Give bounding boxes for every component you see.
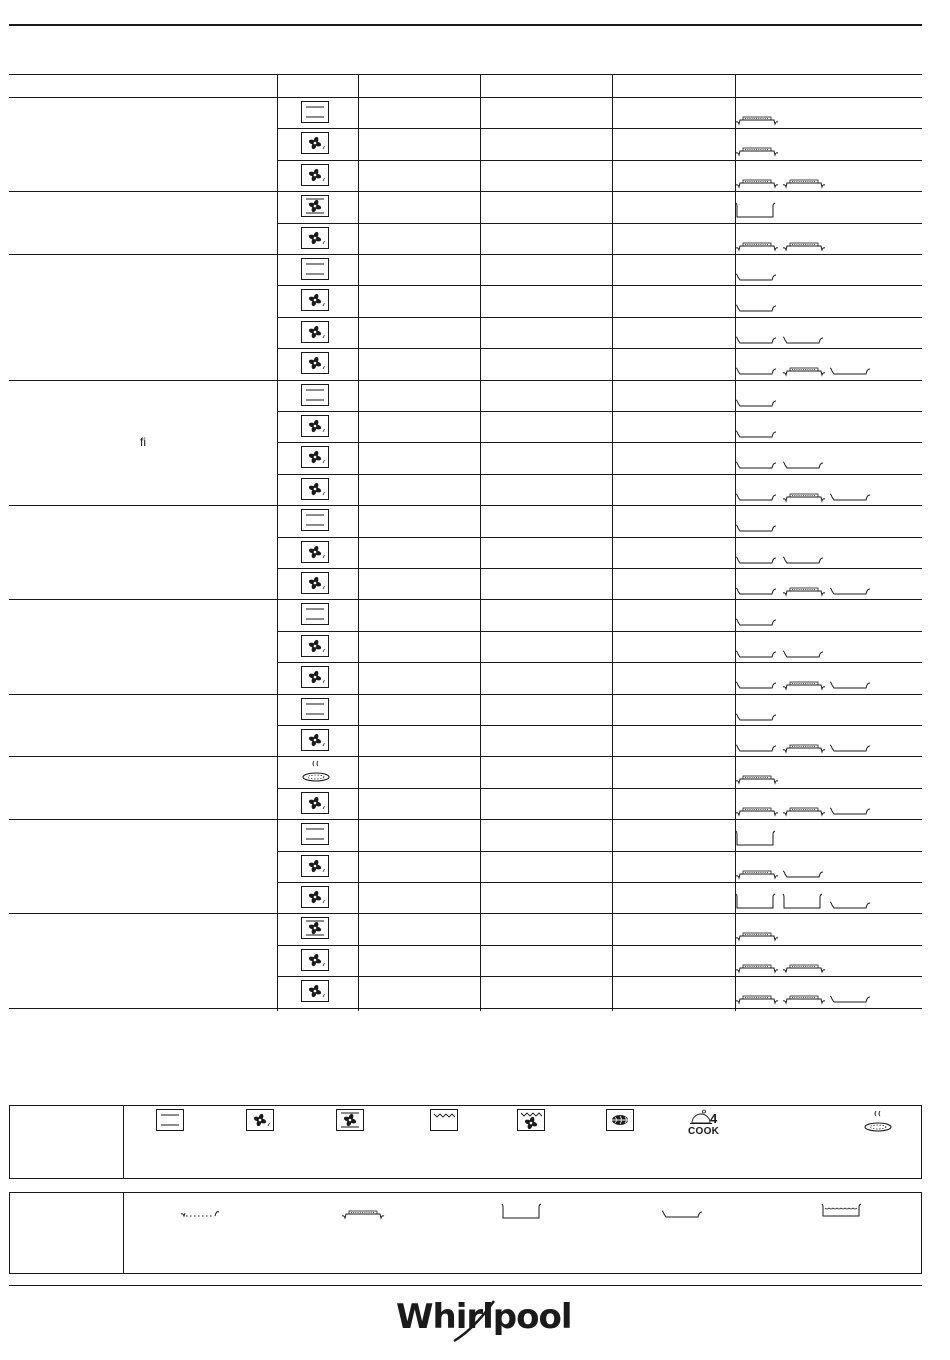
- row-divider: [277, 882, 922, 883]
- accessory-cell: [735, 547, 826, 567]
- baking-tray-icon: [735, 582, 779, 598]
- oven-rack-icon: [735, 990, 779, 1006]
- oven-rack-icon: [735, 237, 779, 253]
- cook4-number: 4: [710, 1111, 718, 1126]
- fan-forced-icon: [301, 666, 329, 688]
- rotisserie-icon: [606, 1109, 634, 1131]
- baking-tray-icon: [735, 551, 779, 567]
- oven-rack-icon: [782, 990, 826, 1006]
- baking-tray-icon: [782, 331, 826, 347]
- accessory-cell: [735, 452, 826, 472]
- accessory-cell: [735, 609, 779, 629]
- function-cell: [301, 289, 332, 313]
- baking-tray-icon: [735, 645, 779, 661]
- legend-function-item: [688, 1109, 722, 1139]
- row-divider: [277, 160, 922, 161]
- baking-tray-icon: [735, 331, 779, 347]
- legend-function-item: [606, 1109, 634, 1131]
- accessory-cell: [735, 955, 826, 975]
- group-label: [9, 756, 277, 819]
- group-label: [9, 254, 277, 380]
- legend-accessory-item: [501, 1202, 545, 1222]
- fan-forced-icon: [301, 572, 329, 594]
- baking-tray-icon: [735, 299, 779, 315]
- accessory-cell: [735, 358, 873, 378]
- turbo-grill-icon: [517, 1109, 545, 1131]
- oven-rack-icon: [735, 111, 779, 127]
- conventional-oven-icon: [301, 101, 329, 123]
- accessory-cell: [735, 515, 779, 535]
- fan-forced-icon: [301, 886, 329, 908]
- fan-forced-icon: [301, 132, 329, 154]
- group-label: [9, 694, 277, 757]
- deep-tray-icon: [735, 829, 779, 849]
- accessory-cell: [735, 421, 779, 441]
- function-cell: [301, 478, 332, 502]
- drip-tray-icon: [821, 1202, 865, 1220]
- legend-accessory-item: [180, 1205, 224, 1221]
- accessory-cell: [735, 327, 826, 347]
- accessory-cell: [735, 986, 873, 1006]
- accessory-cell: [735, 672, 873, 692]
- fan-forced-icon: [301, 446, 329, 468]
- row-divider: [277, 348, 922, 349]
- legend-accessory-item: [821, 1202, 865, 1220]
- baking-tray-icon: [735, 362, 779, 378]
- function-cell: [301, 509, 332, 533]
- accessory-cell: [735, 138, 779, 158]
- whirlpool-logo: [396, 1297, 572, 1347]
- conventional-oven-icon: [301, 258, 329, 280]
- oven-rack-icon: [782, 739, 826, 755]
- row-divider: [277, 442, 922, 443]
- group-label: [9, 97, 277, 191]
- row-divider: [277, 851, 922, 852]
- brand-name: Whirlpool: [396, 1297, 572, 1337]
- oven-rack-icon: [735, 959, 779, 975]
- group-label: fi: [140, 435, 146, 450]
- deep-tray-icon: [782, 892, 826, 912]
- column-divider: [358, 74, 359, 1011]
- fan-forced-icon: [301, 478, 329, 500]
- function-cell: [301, 227, 332, 251]
- function-cell: [301, 415, 332, 439]
- baking-tray-icon: [735, 676, 779, 692]
- accessory-cell: [735, 107, 779, 127]
- legend-function-item: [156, 1109, 184, 1131]
- cook4-icon: [688, 1109, 722, 1139]
- column-divider: [612, 74, 613, 1011]
- conventional-oven-icon: [156, 1109, 184, 1131]
- conventional-oven-icon: [301, 823, 329, 845]
- pizza-icon: [863, 1110, 893, 1136]
- accessory-cell: [735, 641, 826, 661]
- baking-tray-icon: [735, 268, 779, 284]
- deep-tray-icon: [501, 1202, 545, 1222]
- top-rule: [9, 24, 922, 26]
- baking-tray-icon: [735, 613, 779, 629]
- function-cell: [301, 949, 332, 973]
- legend-divider: [123, 1193, 124, 1273]
- accessory-cell: [735, 170, 826, 190]
- row-divider: [277, 223, 922, 224]
- conventional-oven-icon: [301, 509, 329, 531]
- baking-tray-icon: [829, 990, 873, 1006]
- accessory-cell: [735, 704, 779, 724]
- accessory-cell: [735, 295, 779, 315]
- oven-rack-icon: [782, 676, 826, 692]
- baking-tray-icon: [735, 488, 779, 504]
- function-cell: [301, 321, 332, 345]
- row-divider: [277, 725, 922, 726]
- function-cell: [301, 886, 332, 910]
- group-label: [9, 191, 277, 254]
- function-cell: [301, 635, 332, 659]
- baking-tray-icon: [782, 645, 826, 661]
- bottom-rule: [9, 1285, 922, 1286]
- row-divider: [277, 317, 922, 318]
- function-cell: [301, 101, 332, 125]
- deep-tray-icon: [735, 892, 779, 912]
- convection-icon: [336, 1109, 364, 1131]
- row-divider: [277, 945, 922, 946]
- accessory-cell: [735, 578, 873, 598]
- function-cell: [301, 760, 332, 784]
- cook4-word: COOK: [688, 1126, 720, 1137]
- function-cell: [301, 352, 332, 376]
- fan-forced-icon: [301, 227, 329, 249]
- functions-legend: [9, 1105, 922, 1179]
- fan-forced-icon: [301, 352, 329, 374]
- legend-function-item: [336, 1109, 364, 1131]
- deep-tray-icon: [735, 201, 779, 221]
- oven-rack-icon: [782, 174, 826, 190]
- baking-tray-icon: [735, 394, 779, 410]
- accessory-cell: [735, 923, 779, 943]
- accessory-cell: [735, 264, 779, 284]
- legend-function-item: [246, 1109, 274, 1131]
- function-cell: [301, 132, 332, 156]
- fan-forced-icon: [301, 164, 329, 186]
- recipe-table: [9, 74, 922, 1011]
- group-label: [9, 819, 277, 913]
- function-cell: [301, 541, 332, 565]
- accessory-cell: [735, 201, 779, 221]
- oven-rack-icon: [782, 582, 826, 598]
- conventional-oven-icon: [301, 603, 329, 625]
- column-divider: [277, 74, 278, 1011]
- function-cell: [301, 446, 332, 470]
- oven-rack-icon: [735, 927, 779, 943]
- fan-forced-icon: [301, 289, 329, 311]
- fan-forced-icon: [301, 729, 329, 751]
- legend-function-item: [517, 1109, 545, 1131]
- function-cell: [301, 823, 332, 847]
- baking-tray-icon: [829, 582, 873, 598]
- accessory-cell: [735, 829, 779, 849]
- row-divider: [277, 128, 922, 129]
- group-label: [9, 913, 277, 1007]
- oven-rack-icon: [735, 865, 779, 881]
- fan-forced-icon: [301, 980, 329, 1002]
- conventional-oven-icon: [301, 384, 329, 406]
- fan-forced-icon: [301, 792, 329, 814]
- oven-rack-icon: [782, 488, 826, 504]
- accessory-cell: [735, 484, 873, 504]
- group-label: [9, 599, 277, 693]
- oven-rack-icon: [341, 1205, 385, 1221]
- fan-forced-icon: [301, 635, 329, 657]
- grill-icon: [430, 1109, 458, 1131]
- oven-rack-icon: [782, 802, 826, 818]
- baking-tray-icon: [829, 896, 873, 912]
- accessory-cell: [735, 861, 826, 881]
- function-cell: [301, 164, 332, 188]
- accessory-cell: [735, 233, 826, 253]
- function-cell: [301, 572, 332, 596]
- fan-forced-icon: [301, 321, 329, 343]
- function-cell: [301, 855, 332, 879]
- group-divider: [9, 1008, 922, 1009]
- baking-tray-icon: [782, 456, 826, 472]
- row-divider: [277, 474, 922, 475]
- baking-tray-icon: [829, 488, 873, 504]
- baking-tray-icon: [661, 1205, 705, 1221]
- pizza-icon: [301, 760, 331, 786]
- row-divider: [277, 568, 922, 569]
- legend-function-item: [863, 1110, 893, 1136]
- function-cell: [301, 917, 332, 941]
- fan-forced-icon: [301, 855, 329, 877]
- row-divider: [277, 411, 922, 412]
- baking-tray-icon: [829, 676, 873, 692]
- baking-tray-icon: [782, 865, 826, 881]
- oven-rack-icon: [782, 237, 826, 253]
- legend-function-item: [430, 1109, 458, 1131]
- row-divider: [277, 285, 922, 286]
- legend-accessory-item: [341, 1205, 385, 1221]
- baking-tray-icon: [782, 551, 826, 567]
- legend-accessory-item: [661, 1205, 705, 1221]
- accessory-cell: [735, 798, 873, 818]
- conventional-oven-icon: [301, 698, 329, 720]
- accessory-cell: [735, 766, 779, 786]
- function-cell: [301, 980, 332, 1004]
- function-cell: [301, 698, 332, 722]
- fan-forced-icon: [301, 949, 329, 971]
- row-divider: [277, 537, 922, 538]
- baking-tray-icon: [735, 708, 779, 724]
- row-divider: [277, 788, 922, 789]
- column-divider: [480, 74, 481, 1011]
- fan-forced-icon: [301, 541, 329, 563]
- oven-rack-icon: [735, 770, 779, 786]
- oven-rack-icon: [735, 174, 779, 190]
- function-cell: [301, 792, 332, 816]
- function-cell: [301, 258, 332, 282]
- oven-rack-icon: [782, 959, 826, 975]
- convection-icon: [301, 917, 329, 939]
- accessory-cell: [735, 390, 779, 410]
- fan-forced-icon: [246, 1109, 274, 1131]
- group-label: [9, 505, 277, 599]
- wire-shelf-icon: [180, 1205, 224, 1221]
- baking-tray-icon: [829, 802, 873, 818]
- accessory-cell: [735, 892, 873, 912]
- function-cell: [301, 384, 332, 408]
- baking-tray-icon: [829, 362, 873, 378]
- oven-rack-icon: [782, 362, 826, 378]
- baking-tray-icon: [829, 739, 873, 755]
- row-divider: [277, 631, 922, 632]
- baking-tray-icon: [735, 519, 779, 535]
- oven-rack-icon: [735, 142, 779, 158]
- row-divider: [277, 976, 922, 977]
- accessories-legend: [9, 1192, 922, 1274]
- fan-forced-icon: [301, 415, 329, 437]
- baking-tray-icon: [735, 739, 779, 755]
- accessory-cell: [735, 735, 873, 755]
- function-cell: [301, 729, 332, 753]
- function-cell: [301, 666, 332, 690]
- baking-tray-icon: [735, 456, 779, 472]
- function-cell: [301, 603, 332, 627]
- row-divider: [277, 662, 922, 663]
- function-cell: [301, 195, 332, 219]
- oven-rack-icon: [735, 802, 779, 818]
- convection-icon: [301, 195, 329, 217]
- baking-tray-icon: [735, 425, 779, 441]
- legend-divider: [123, 1106, 124, 1178]
- header-top-rule: [9, 74, 922, 75]
